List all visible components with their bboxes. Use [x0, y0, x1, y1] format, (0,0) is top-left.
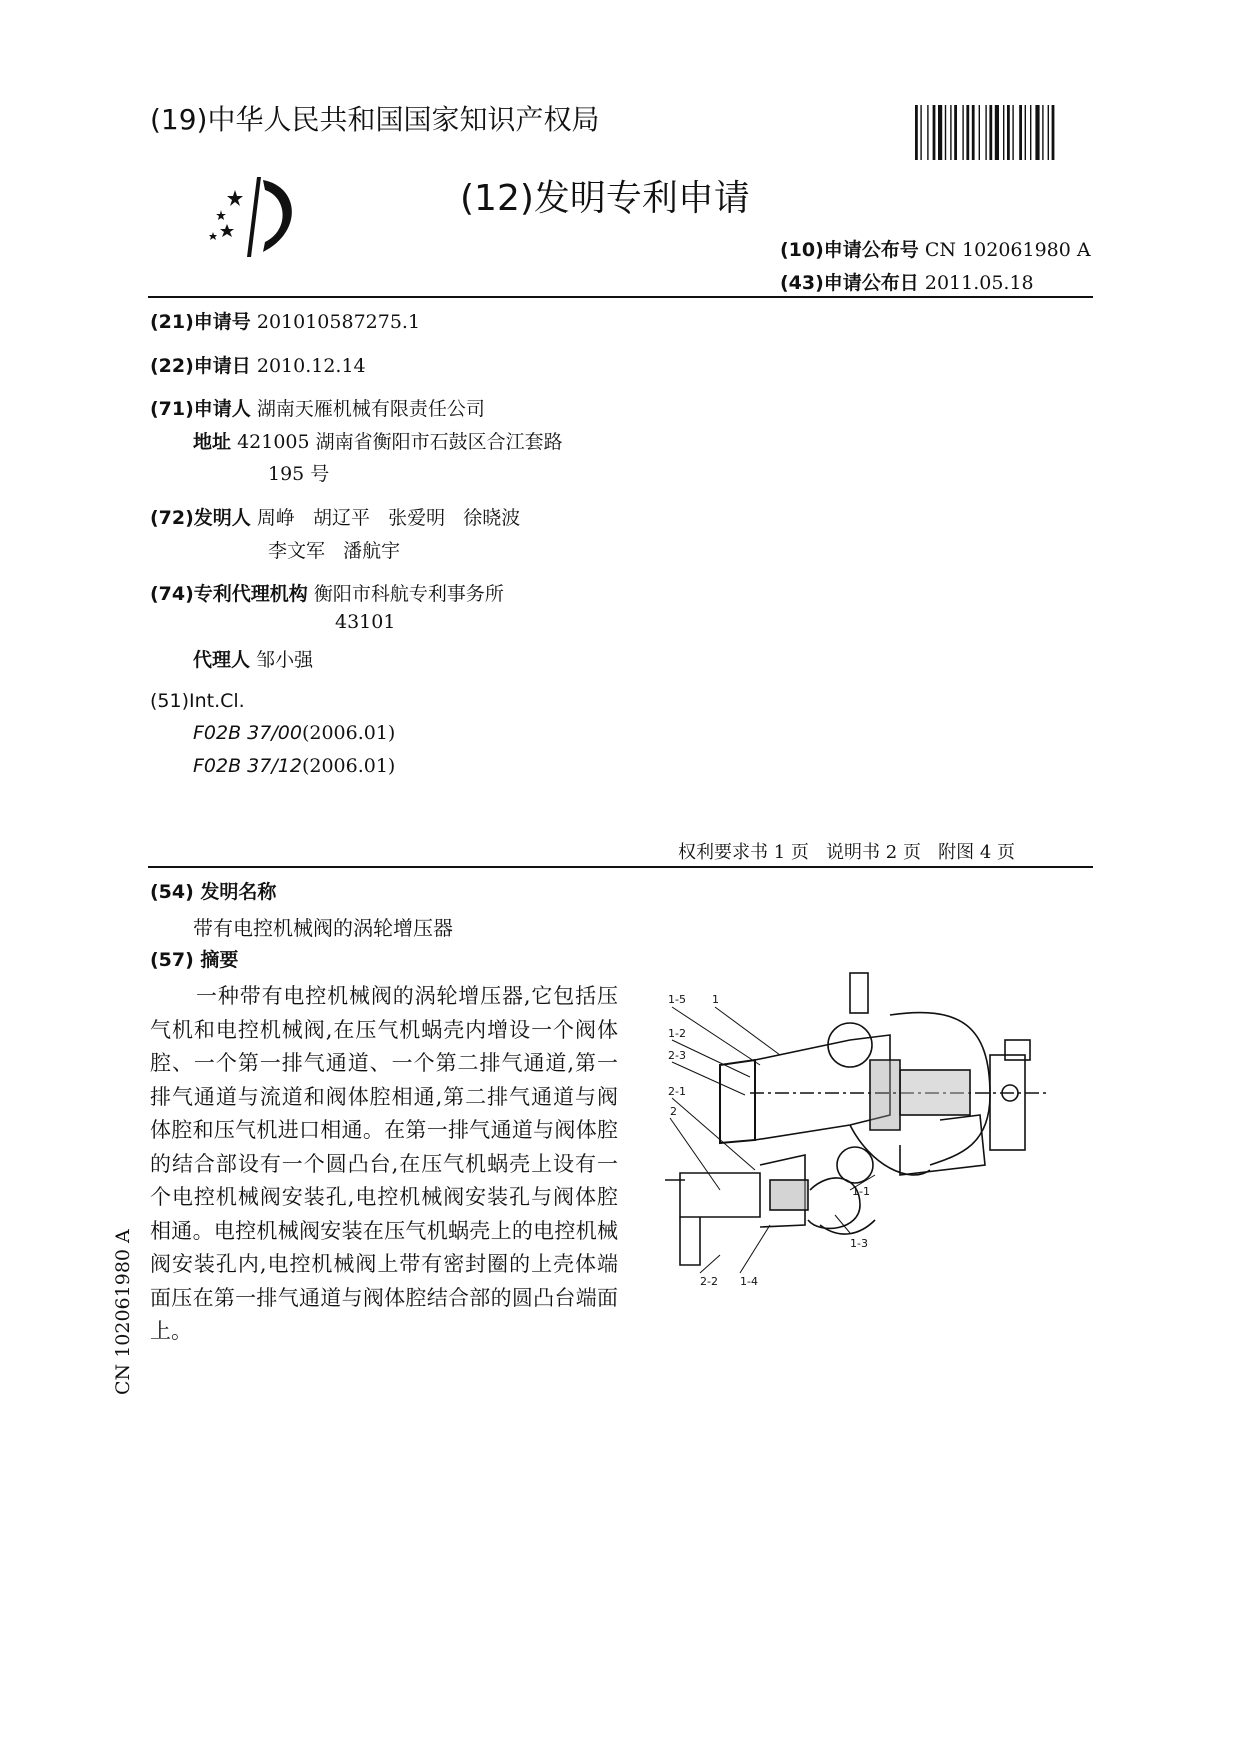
barcode-bar: [945, 105, 946, 160]
barcode-bar: [985, 105, 986, 160]
invention-title: 带有电控机械阀的涡轮增压器: [193, 916, 453, 940]
app-no-value: 201010587275.1: [256, 311, 421, 333]
fig-label-10: 1-4: [740, 1275, 758, 1288]
barcode-bar: [972, 105, 975, 160]
barcode-bar: [927, 105, 928, 160]
fig-label-8: 1-3: [850, 1237, 868, 1250]
inventors-line2: 李文军 潘航宇: [268, 540, 401, 562]
barcode-bar: [938, 105, 942, 160]
page-counts: 权利要求书 1 页 说明书 2 页 附图 4 页: [678, 842, 1016, 863]
barcode-bar: [915, 105, 918, 160]
app-no-label: (21)申请号: [150, 311, 251, 333]
office-name: (19)中华人民共和国国家知识产权局: [150, 103, 600, 136]
abstract-text: 一种带有电控机械阀的涡轮增压器,它包括压气机和电控机械阀,在压气机蜗壳内增设一个阀体腔、一个第一排气通道、一个第二排气通道,第一排气通道与流道和阀体腔相通,第二排气通道与阀体腔和压气机进口相通。在第一排气通道与阀体腔的结合部设有一个圆凸台,在压气机蜗壳上设有一个电控机械阀安装孔,电控机械阀安装孔与阀体腔相通。电控机械阀安装在压气机蜗壳上的电控机械阀安装孔内,电控机械阀上带有密封圈的上壳体端面压在第一排气通道与阀体腔结合部的圆凸台端面上。: [150, 984, 618, 1343]
barcode-bar: [1007, 105, 1010, 160]
document-type: (12)发明专利申请: [460, 178, 750, 219]
applicant-label: (71)申请人: [150, 398, 251, 420]
agent-label: 代理人: [193, 649, 251, 671]
barcode-bar: [979, 105, 980, 160]
agent-value: 邹小强: [256, 649, 314, 671]
agency-value: 衡阳市科航专利事务所: [313, 583, 504, 605]
fig-label-7: 1-1: [852, 1185, 870, 1198]
applicant-value: 湖南天雁机械有限责任公司: [256, 398, 485, 420]
barcode-bar: [995, 105, 999, 160]
app-date-value: 2010.12.14: [256, 355, 366, 377]
address-line2: 195 号: [268, 463, 330, 485]
fig-label-2: 1: [712, 993, 719, 1006]
pub-no-value: CN 102061980 A: [924, 239, 1091, 261]
barcode-bar: [1035, 105, 1039, 160]
fig-label-9: 2-2: [700, 1275, 718, 1288]
barcode-bar: [1012, 105, 1013, 160]
barcode-bar: [1052, 105, 1055, 160]
pub-no-label: (10)申请公布号: [780, 239, 919, 261]
barcode-bar: [962, 105, 963, 160]
address-line1: 421005 湖南省衡阳市石鼓区合江套路: [237, 431, 563, 453]
fig-label-6: 2: [670, 1105, 677, 1118]
barcode-bar: [954, 105, 957, 160]
intcl-label: (51)Int.Cl.: [150, 690, 245, 712]
barcode-bar: [1019, 105, 1022, 160]
section-rule: [148, 866, 1093, 868]
ipc-version-2: (2006.01): [301, 755, 396, 777]
pub-date-label: (43)申请公布日: [780, 272, 919, 294]
fig-label-3: 1-2: [668, 1027, 686, 1040]
barcode-bar: [1048, 105, 1049, 160]
address-label: 地址: [193, 431, 232, 453]
fig-label-1: 1-5: [668, 993, 686, 1006]
barcode-bar: [1025, 105, 1026, 160]
agency-label: (74)专利代理机构: [150, 583, 308, 605]
agency-code: 43101: [335, 611, 396, 633]
app-date-label: (22)申请日: [150, 355, 251, 377]
header-rule: [148, 296, 1093, 298]
ipc-code-2: F02B 37/12: [193, 755, 302, 777]
barcode-bar: [1003, 105, 1004, 160]
inventors-label: (72)发明人: [150, 507, 251, 529]
turbocharger-drawing: [660, 965, 1060, 1295]
pub-date-value: 2011.05.18: [924, 272, 1034, 294]
fig-label-5: 2-1: [668, 1085, 686, 1098]
fig-label-4: 2-3: [668, 1049, 686, 1062]
barcode-bar: [950, 105, 951, 160]
title-label: (54) 发明名称: [150, 881, 277, 903]
vertical-pub-number: CN 102061980 A: [112, 1229, 134, 1395]
barcode-bar: [933, 105, 936, 160]
barcode: [915, 105, 1095, 160]
barcode-bar: [1042, 105, 1043, 160]
abstract-label: (57) 摘要: [150, 949, 239, 971]
barcode-bar: [989, 105, 992, 160]
ipc-version-1: (2006.01): [301, 722, 396, 744]
barcode-bar: [920, 105, 921, 160]
barcode-bar: [966, 105, 969, 160]
ipc-code-1: F02B 37/00: [193, 722, 302, 744]
cnipa-logo: [205, 172, 315, 262]
inventors-line1: 周峥 胡辽平 张爱明 徐晓波: [256, 507, 521, 529]
barcode-bar: [1030, 105, 1031, 160]
